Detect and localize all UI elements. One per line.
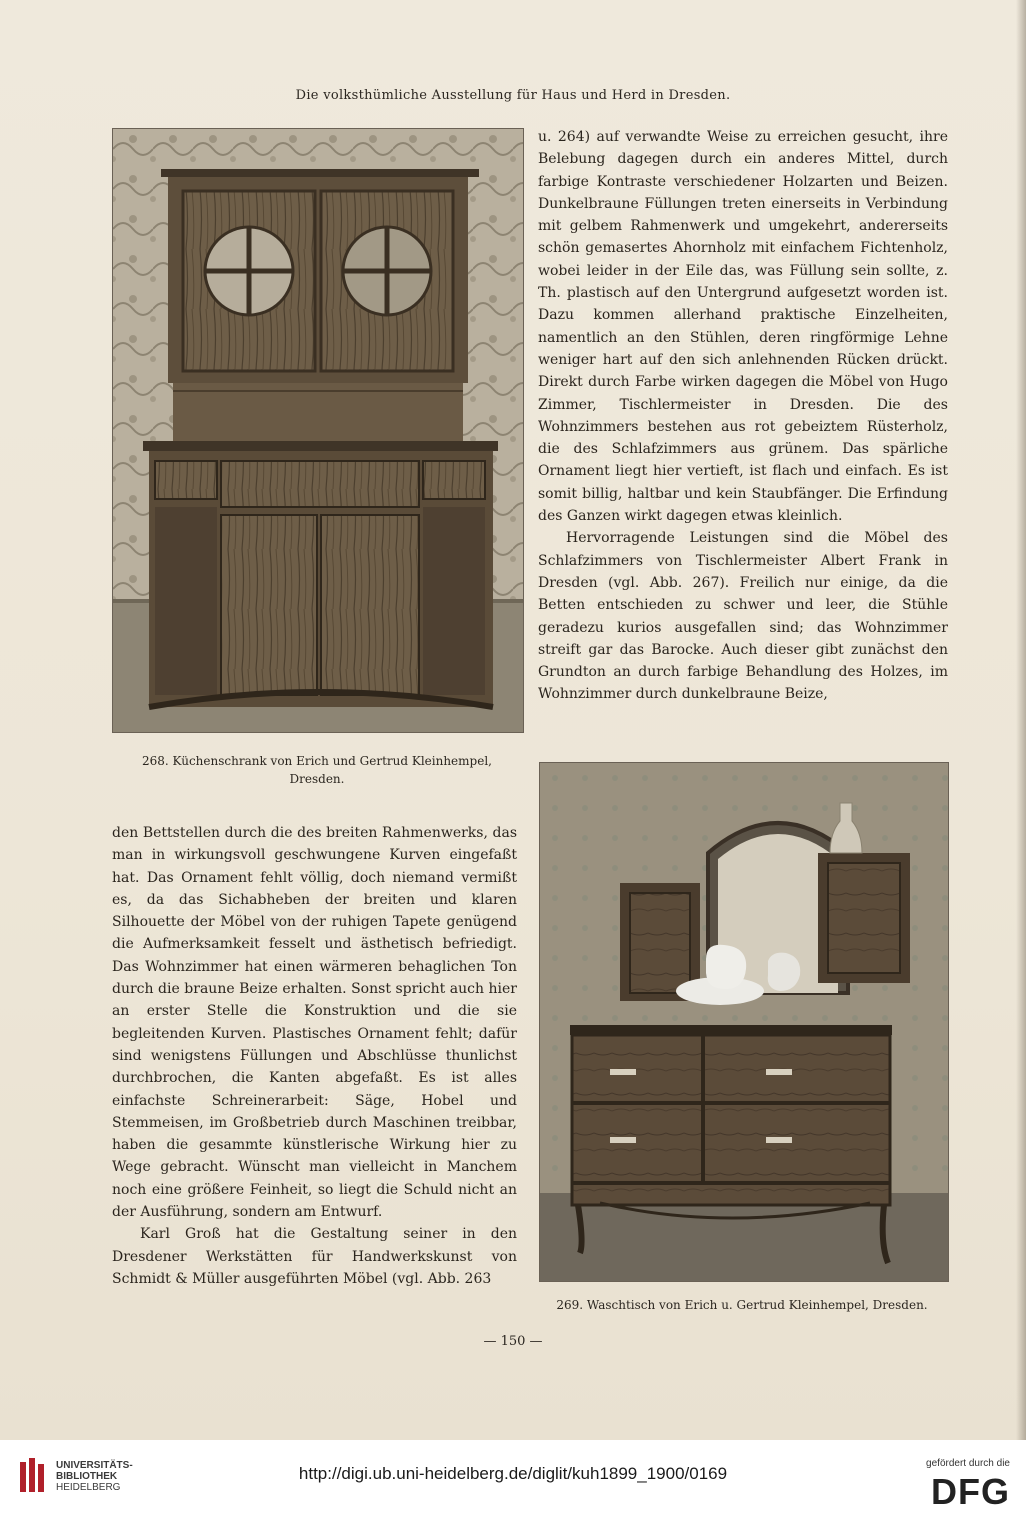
right-paragraph-1: u. 264) auf verwandte Weise zu erreichen gesucht, ihre Belebung dagegen durch ein anderes Mittel, durch farbige Kontraste verschiedener Holzarten und Beizen. Dunkelbraune Füllungen treten einerseits in Verbindung mit gelbem Rahmenwerk und umgekehrt, andererseits schön gemasertes Ahornholz mit einfachem Fichtenholz, wobei leider in der Eile das, was Füllung sein sollte, z. Th. plastisch auf den Untergrund aufgesetzt worden ist. Dazu kommen allerhand praktische Einzelheiten, namentlich an den Stühlen, deren ringförmige Lehne weniger hart auf den sich anlehnenden Rücken drückt. Direkt durch Farbe wirken dagegen die Möbel von Hugo Zimmer, Tischlermeister in Dresden. Die des Wohnzimmers bestehen aus rot gebeiztem Rüsterholz, die des Schlafzimmers aus grünem. Das spärliche Ornament liegt hier vertieft, ist flach und einfach. Es ist somit billig, haltbar und kein Staubfänger. Die Erfindung des Ganzen wirkt dagegen etwas kleinlich. bbox=[538, 129, 948, 525]
library-name-line1: UNIVERSITÄTS- bbox=[56, 1460, 133, 1471]
right-paragraph-2: Hervorragende Leistungen sind die Möbel des Schlafzimmers von Tischlermeister Albert Frank in Dresden (vgl. Abb. 267). Freilich nur einige, da die Betten entschieden zu schwer und leer, die Stühle geradezu kurios ausgefallen sind; das Wohnzimmer streift gar das Barocke. Auch dieser gibt zunächst den Grundton an durch farbige Behandlung des Holzes, im Wohnzimmer durch dunkelbraune Beize, bbox=[538, 530, 948, 703]
right-column-text bbox=[538, 126, 948, 706]
washstand-photo bbox=[540, 763, 948, 1281]
kitchen-cabinet-photo bbox=[113, 129, 523, 732]
left-paragraph-2: Karl Groß hat die Gestaltung seiner in den Dresdener Werkstätten für Handwerkskunst von Schmidt & Müller ausgeführten Möbel (vgl. Abb. 263 bbox=[112, 1226, 517, 1287]
caption-269-text: 269. Waschtisch von Erich u. Gertrud Kleinhempel, Dresden. bbox=[556, 1298, 928, 1312]
funding-note: gefördert durch die bbox=[926, 1458, 1010, 1469]
left-paragraph-1: den Bettstellen durch die des breiten Rahmenwerks, das man in wirkungsvoll geschwungene Kurven eingefaßt hat. Das Ornament fehlt völlig, doch niemand vermißt es, da das Sichabheben der breiten und klaren Silhouette der Möbel von der ruhigen Tapete genügend die Aufmerksamkeit fesselt und ästhetisch befriedigt. Das Wohnzimmer hat einen wärmeren behaglichen Ton durch die braune Beize erhalten. Sonst spricht auch hier an erster Stelle die Konstruktion und die sie begleitenden Kurven. Plastisches Ornament fehlt; dafür sind wenigstens Füllungen und Abschlüsse thunlichst durchbrochen, die Kanten abgefaßt. Es ist alles einfachste Schreinerarbeit: Säge, Hobel und Stemmeisen, im Großbetrieb durch Maschinen treibbar, haben die gesammte künstlerische Wirkung hier zu Wege gebracht. Wünscht man vielleicht in Manchem noch eine größere Feinheit, so liegt die Schuld nicht an der Ausführung, sondern am Entwurf. bbox=[112, 825, 517, 1221]
library-name-line2: BIBLIOTHEK bbox=[56, 1471, 118, 1482]
left-column-text bbox=[112, 822, 517, 1290]
running-head: Die volksthümliche Ausstellung für Haus und Herd in Dresden. bbox=[295, 88, 731, 103]
figure-washstand bbox=[539, 762, 949, 1282]
permalink-url[interactable]: http://digi.ub.uni-heidelberg.de/diglit/kuh1899_1900/0169 bbox=[298, 1464, 728, 1483]
caption-268-line2: Dresden. bbox=[289, 772, 345, 786]
page-edge-shadow bbox=[1016, 0, 1026, 1440]
caption-268-line1: 268. Küchenschrank von Erich und Gertrud Kleinhempel, bbox=[142, 754, 492, 768]
dfg-logo: DFG bbox=[931, 1471, 1010, 1512]
page-number: — 150 — bbox=[483, 1334, 543, 1349]
figure-caption-268 bbox=[112, 752, 522, 788]
figure-caption-269 bbox=[532, 1296, 952, 1314]
library-name-line3: HEIDELBERG bbox=[56, 1482, 121, 1493]
figure-kitchen-cabinet bbox=[112, 128, 524, 733]
